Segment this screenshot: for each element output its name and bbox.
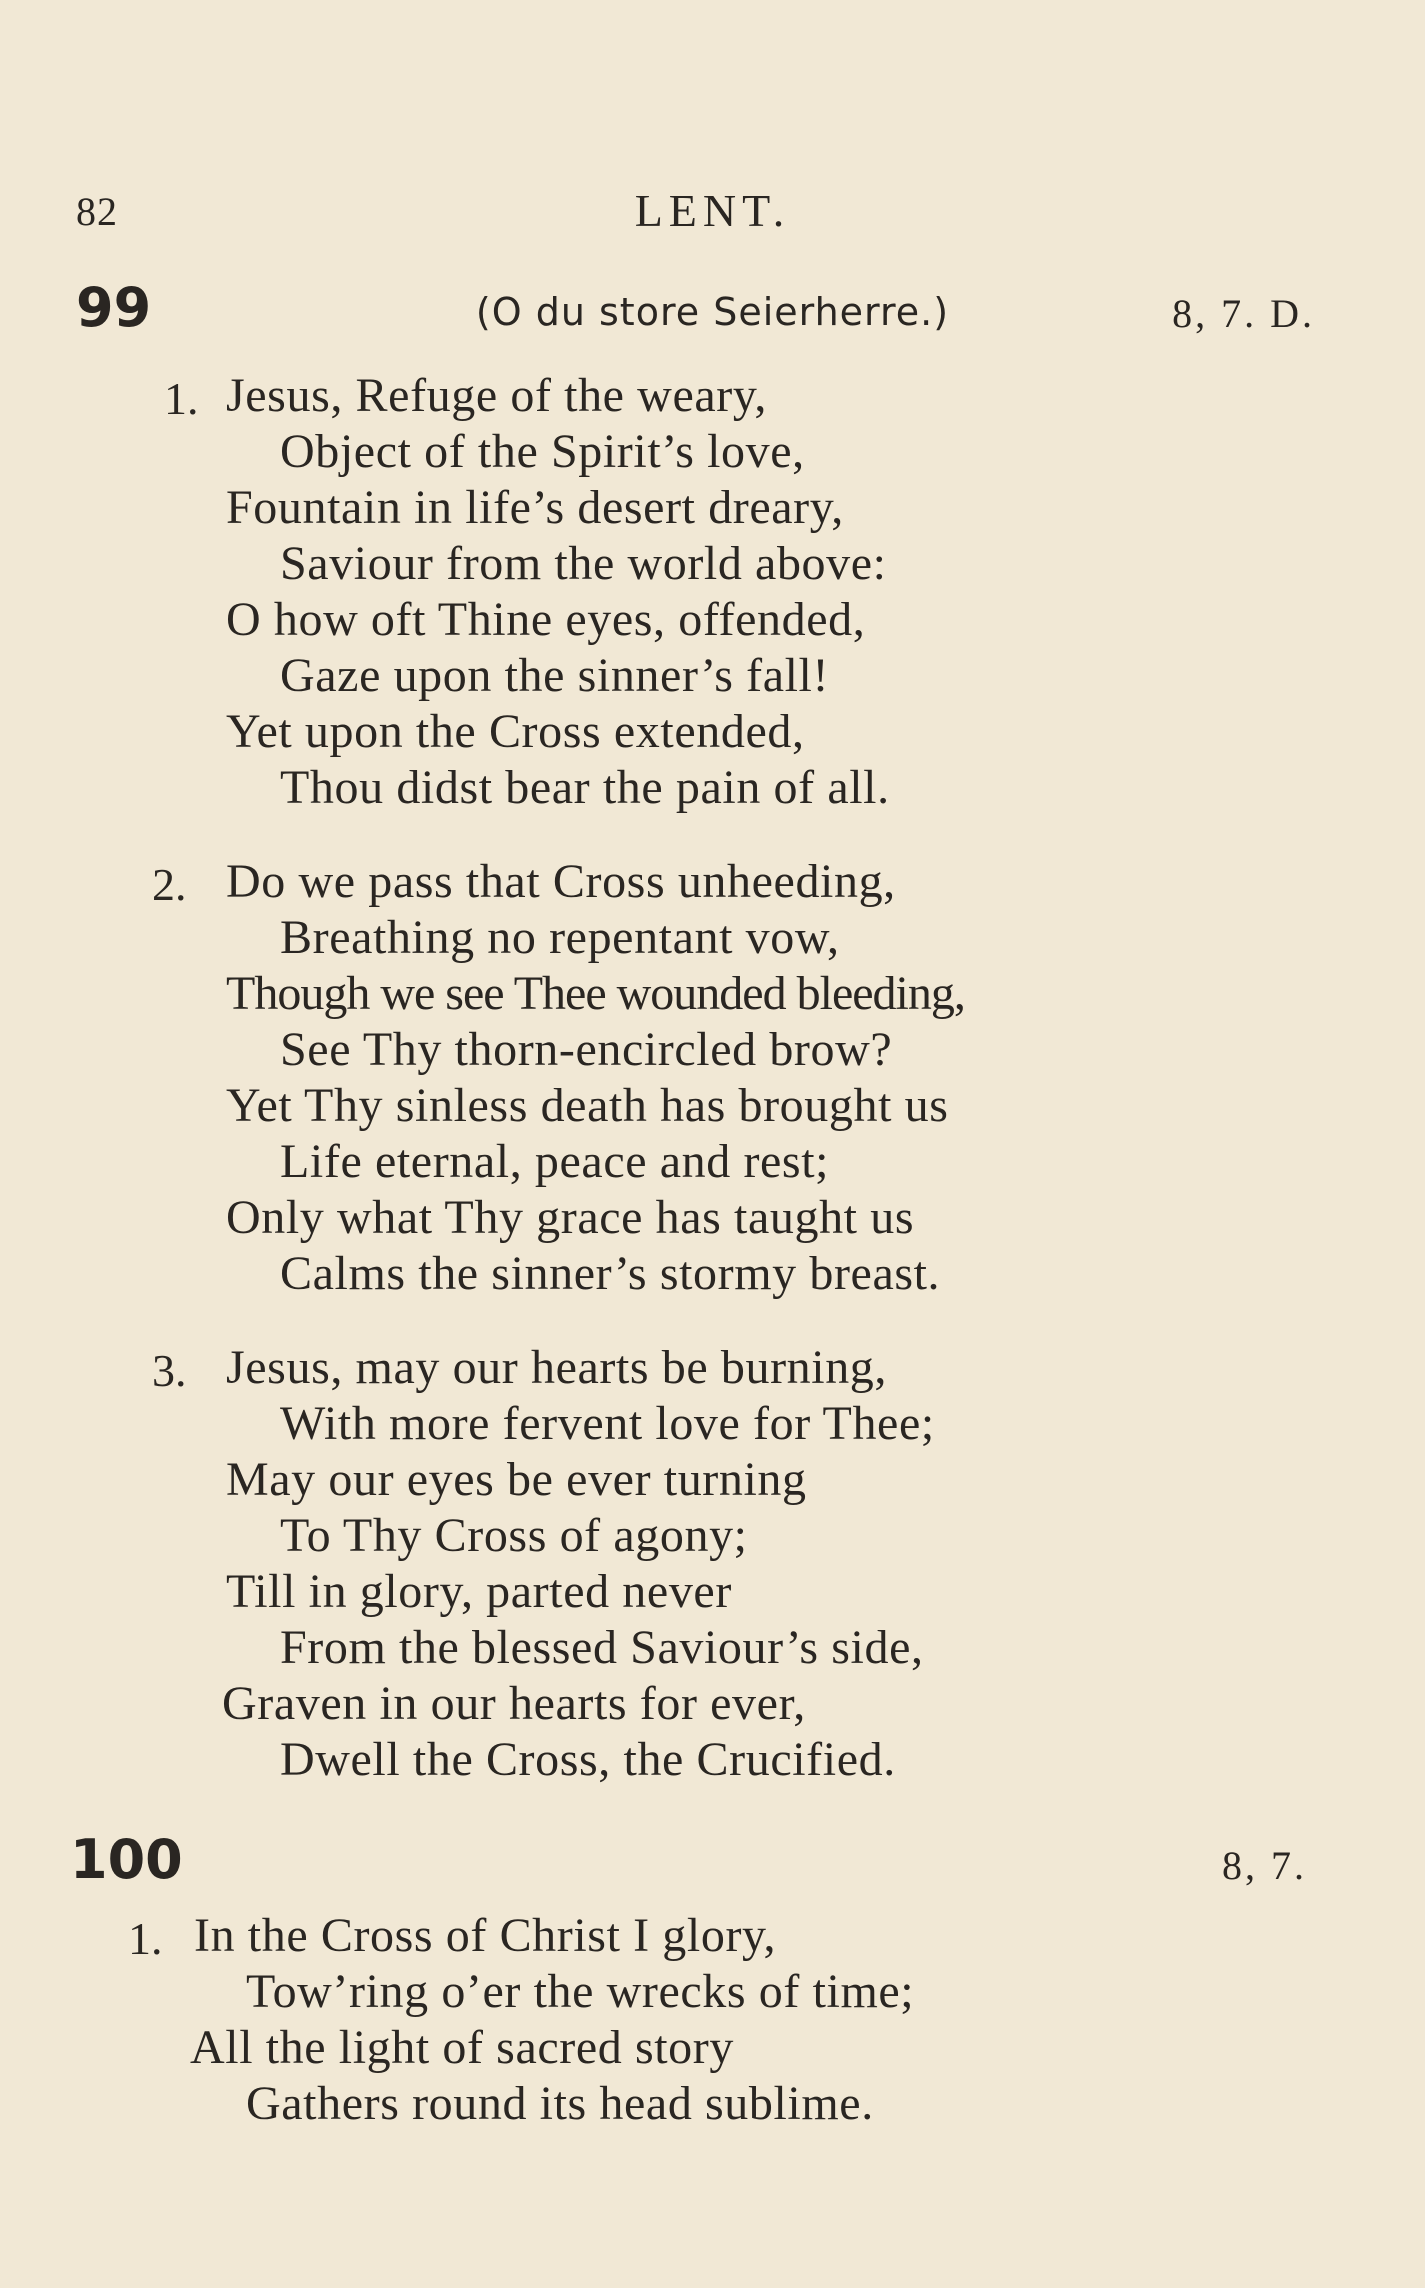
section-title: LENT. [634, 185, 791, 236]
verse-line: Fountain in life’s desert dreary, [226, 481, 844, 534]
hymn-meter: 8, 7. D. [1172, 291, 1315, 336]
verse-number: 1. [164, 373, 199, 424]
verse-line: With more fervent love for Thee; [280, 1397, 935, 1450]
running-head [0, 180, 1425, 240]
verse-line: Gathers round its head sublime. [246, 2077, 874, 2130]
verse-line: Jesus, may our hearts be burning, [226, 1341, 888, 1394]
hymn-meter: 8, 7. [1222, 1843, 1307, 1888]
verse-number: 3. [152, 1345, 187, 1396]
page-number: 82 [76, 189, 118, 234]
verse-line: To Thy Cross of agony; [280, 1509, 748, 1562]
verse-line: Do we pass that Cross unheeding, [226, 855, 896, 908]
verse-line: Tow’ring o’er the wrecks of time; [246, 1965, 915, 2018]
verse-number: 2. [152, 859, 187, 910]
verse-line: Object of the Spirit’s love, [280, 425, 805, 478]
verse-line: O how oft Thine eyes, offended, [226, 593, 866, 646]
verse-line: Dwell the Cross, the Crucified. [280, 1733, 896, 1786]
verse-line: Life eternal, peace and rest; [280, 1135, 830, 1188]
verse-line: Till in glory, parted never [226, 1565, 732, 1618]
hymn-number: 100 [70, 1828, 183, 1891]
hymn-100-header [0, 1828, 1425, 1898]
verse-line: Only what Thy grace has taught us [226, 1191, 915, 1244]
verse-line: Jesus, Refuge of the weary, [226, 369, 767, 422]
verse-line: Calms the sinner’s stormy breast. [280, 1247, 941, 1300]
verse-line: Gaze upon the sinner’s fall! [280, 649, 830, 702]
verse-number: 1. [128, 1913, 163, 1964]
verse-line: Though we see Thee wounded bleeding, [226, 967, 965, 1020]
hymn-number: 99 [76, 276, 152, 339]
hymn-99-header [0, 276, 1425, 346]
verse-line: Saviour from the world above: [280, 537, 887, 590]
verse-line: In the Cross of Christ I glory, [194, 1909, 777, 1962]
verse-line: Breathing no repentant vow, [280, 911, 840, 964]
verse-line: All the light of sacred story [190, 2021, 734, 2074]
verse-line: Yet Thy sinless death has brought us [226, 1079, 949, 1132]
verse-line: Graven in our hearts for ever, [222, 1677, 806, 1730]
verse-line: See Thy thorn-encircled brow? [280, 1023, 893, 1076]
verse-line: From the blessed Saviour’s side, [280, 1621, 924, 1674]
verse-line: May our eyes be ever turning [226, 1453, 807, 1506]
verse-line: Thou didst bear the pain of all. [280, 761, 890, 814]
hymn-tune-name: (O du store Seierherre.) [475, 290, 950, 334]
verse-line: Yet upon the Cross extended, [226, 705, 805, 758]
